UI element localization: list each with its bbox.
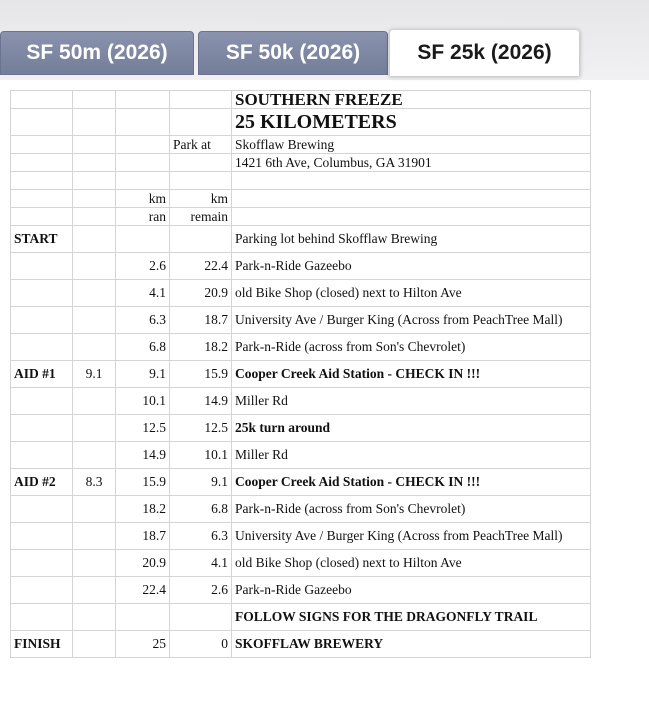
aid-km bbox=[73, 307, 116, 334]
cell bbox=[11, 91, 73, 109]
location: University Ave / Burger King (Across from PeachTree Mall) bbox=[232, 523, 591, 550]
km-ran: 2.6 bbox=[116, 253, 170, 280]
km-remain: 12.5 bbox=[170, 415, 232, 442]
location: Park-n-Ride (across from Son's Chevrolet) bbox=[232, 334, 591, 361]
row-label bbox=[11, 415, 73, 442]
location: old Bike Shop (closed) next to Hilton Ave bbox=[232, 280, 591, 307]
table-row bbox=[11, 631, 591, 658]
table-row bbox=[11, 442, 591, 469]
cell bbox=[73, 136, 116, 154]
location: Miller Rd bbox=[232, 442, 591, 469]
km-remain: 14.9 bbox=[170, 388, 232, 415]
table-row bbox=[11, 307, 591, 334]
km-ran: 4.1 bbox=[116, 280, 170, 307]
sheet-tab-bar bbox=[0, 0, 649, 80]
cell bbox=[170, 172, 232, 190]
race-distance: 25 KILOMETERS bbox=[232, 109, 591, 136]
row-label: AID #1 bbox=[11, 361, 73, 388]
row-label bbox=[11, 334, 73, 361]
km-remain: 4.1 bbox=[170, 550, 232, 577]
km-ran bbox=[116, 226, 170, 253]
location: Park-n-Ride Gazeebo bbox=[232, 577, 591, 604]
km-remain: 9.1 bbox=[170, 469, 232, 496]
km-ran: 18.2 bbox=[116, 496, 170, 523]
cell bbox=[73, 91, 116, 109]
cell bbox=[170, 91, 232, 109]
aid-km bbox=[73, 415, 116, 442]
km-remain: 2.6 bbox=[170, 577, 232, 604]
aid-km bbox=[73, 631, 116, 658]
cell bbox=[170, 109, 232, 136]
km-ran: 6.8 bbox=[116, 334, 170, 361]
table-row bbox=[11, 523, 591, 550]
col-header-km-remain: remain bbox=[170, 208, 232, 226]
row-label: AID #2 bbox=[11, 469, 73, 496]
cell bbox=[116, 109, 170, 136]
cell bbox=[11, 154, 73, 172]
aid-km bbox=[73, 496, 116, 523]
race-title: SOUTHERN FREEZE bbox=[232, 91, 591, 109]
row-label bbox=[11, 496, 73, 523]
km-ran: 10.1 bbox=[116, 388, 170, 415]
table-row bbox=[11, 172, 591, 190]
km-ran: 18.7 bbox=[116, 523, 170, 550]
km-remain: 22.4 bbox=[170, 253, 232, 280]
table-row bbox=[11, 577, 591, 604]
row-label bbox=[11, 307, 73, 334]
table-row bbox=[11, 415, 591, 442]
km-remain: 18.2 bbox=[170, 334, 232, 361]
table-row bbox=[11, 253, 591, 280]
cell bbox=[11, 136, 73, 154]
table-row bbox=[11, 388, 591, 415]
location: Park-n-Ride Gazeebo bbox=[232, 253, 591, 280]
park-label: Park at bbox=[170, 136, 232, 154]
park-address: 1421 6th Ave, Columbus, GA 31901 bbox=[232, 154, 591, 172]
location: SKOFFLAW BREWERY bbox=[232, 631, 591, 658]
aid-km bbox=[73, 280, 116, 307]
table-row bbox=[11, 91, 591, 109]
km-ran bbox=[116, 604, 170, 631]
row-label bbox=[11, 550, 73, 577]
col-header-km-remain: km bbox=[170, 190, 232, 208]
location: FOLLOW SIGNS FOR THE DRAGONFLY TRAIL bbox=[232, 604, 591, 631]
col-header-km-ran: km bbox=[116, 190, 170, 208]
cell bbox=[11, 172, 73, 190]
aid-km bbox=[73, 604, 116, 631]
table-row bbox=[11, 280, 591, 307]
table-row bbox=[11, 604, 591, 631]
km-remain: 0 bbox=[170, 631, 232, 658]
aid-km bbox=[73, 388, 116, 415]
aid-km bbox=[73, 253, 116, 280]
cell bbox=[73, 172, 116, 190]
km-remain: 20.9 bbox=[170, 280, 232, 307]
cell bbox=[73, 208, 116, 226]
cell bbox=[232, 172, 591, 190]
km-ran: 20.9 bbox=[116, 550, 170, 577]
cell bbox=[232, 190, 591, 208]
km-remain: 10.1 bbox=[170, 442, 232, 469]
col-header-km-ran: ran bbox=[116, 208, 170, 226]
aid-km bbox=[73, 226, 116, 253]
km-ran: 14.9 bbox=[116, 442, 170, 469]
tab-sf-50k[interactable]: SF 50k (2026) bbox=[198, 31, 388, 75]
table-row bbox=[11, 469, 591, 496]
table-row bbox=[11, 154, 591, 172]
table-row bbox=[11, 496, 591, 523]
km-remain bbox=[170, 226, 232, 253]
km-remain: 15.9 bbox=[170, 361, 232, 388]
table-row bbox=[11, 361, 591, 388]
km-remain: 18.7 bbox=[170, 307, 232, 334]
row-label: START bbox=[11, 226, 73, 253]
location: Parking lot behind Skofflaw Brewing bbox=[232, 226, 591, 253]
park-name: Skofflaw Brewing bbox=[232, 136, 591, 154]
row-label: FINISH bbox=[11, 631, 73, 658]
cell bbox=[116, 154, 170, 172]
course-table bbox=[10, 90, 591, 658]
table-row bbox=[11, 226, 591, 253]
cell bbox=[73, 190, 116, 208]
km-ran: 25 bbox=[116, 631, 170, 658]
table-row bbox=[11, 208, 591, 226]
row-label bbox=[11, 604, 73, 631]
location: Park-n-Ride (across from Son's Chevrolet) bbox=[232, 496, 591, 523]
cell bbox=[116, 91, 170, 109]
row-label bbox=[11, 388, 73, 415]
cell bbox=[170, 154, 232, 172]
cell bbox=[11, 208, 73, 226]
cell bbox=[73, 109, 116, 136]
tab-sf-50m[interactable]: SF 50m (2026) bbox=[0, 31, 194, 75]
row-label bbox=[11, 577, 73, 604]
location: old Bike Shop (closed) next to Hilton Ave bbox=[232, 550, 591, 577]
km-ran: 6.3 bbox=[116, 307, 170, 334]
table-row bbox=[11, 190, 591, 208]
cell bbox=[116, 172, 170, 190]
km-ran: 22.4 bbox=[116, 577, 170, 604]
location: Cooper Creek Aid Station - CHECK IN !!! bbox=[232, 469, 591, 496]
aid-km bbox=[73, 577, 116, 604]
location: Cooper Creek Aid Station - CHECK IN !!! bbox=[232, 361, 591, 388]
aid-km: 9.1 bbox=[73, 361, 116, 388]
cell bbox=[11, 190, 73, 208]
km-ran: 9.1 bbox=[116, 361, 170, 388]
row-label bbox=[11, 280, 73, 307]
table-row bbox=[11, 136, 591, 154]
row-label bbox=[11, 442, 73, 469]
table-row bbox=[11, 109, 591, 136]
cell bbox=[116, 136, 170, 154]
table-row bbox=[11, 334, 591, 361]
row-label bbox=[11, 523, 73, 550]
tab-sf-25k[interactable]: SF 25k (2026) bbox=[389, 29, 580, 76]
cell bbox=[11, 109, 73, 136]
km-remain: 6.8 bbox=[170, 496, 232, 523]
km-remain: 6.3 bbox=[170, 523, 232, 550]
km-ran: 15.9 bbox=[116, 469, 170, 496]
location: 25k turn around bbox=[232, 415, 591, 442]
row-label bbox=[11, 253, 73, 280]
km-remain bbox=[170, 604, 232, 631]
location: Miller Rd bbox=[232, 388, 591, 415]
aid-km: 8.3 bbox=[73, 469, 116, 496]
aid-km bbox=[73, 442, 116, 469]
aid-km bbox=[73, 550, 116, 577]
aid-km bbox=[73, 334, 116, 361]
table-row bbox=[11, 550, 591, 577]
km-ran: 12.5 bbox=[116, 415, 170, 442]
aid-km bbox=[73, 523, 116, 550]
cell bbox=[73, 154, 116, 172]
cell bbox=[232, 208, 591, 226]
location: University Ave / Burger King (Across from PeachTree Mall) bbox=[232, 307, 591, 334]
